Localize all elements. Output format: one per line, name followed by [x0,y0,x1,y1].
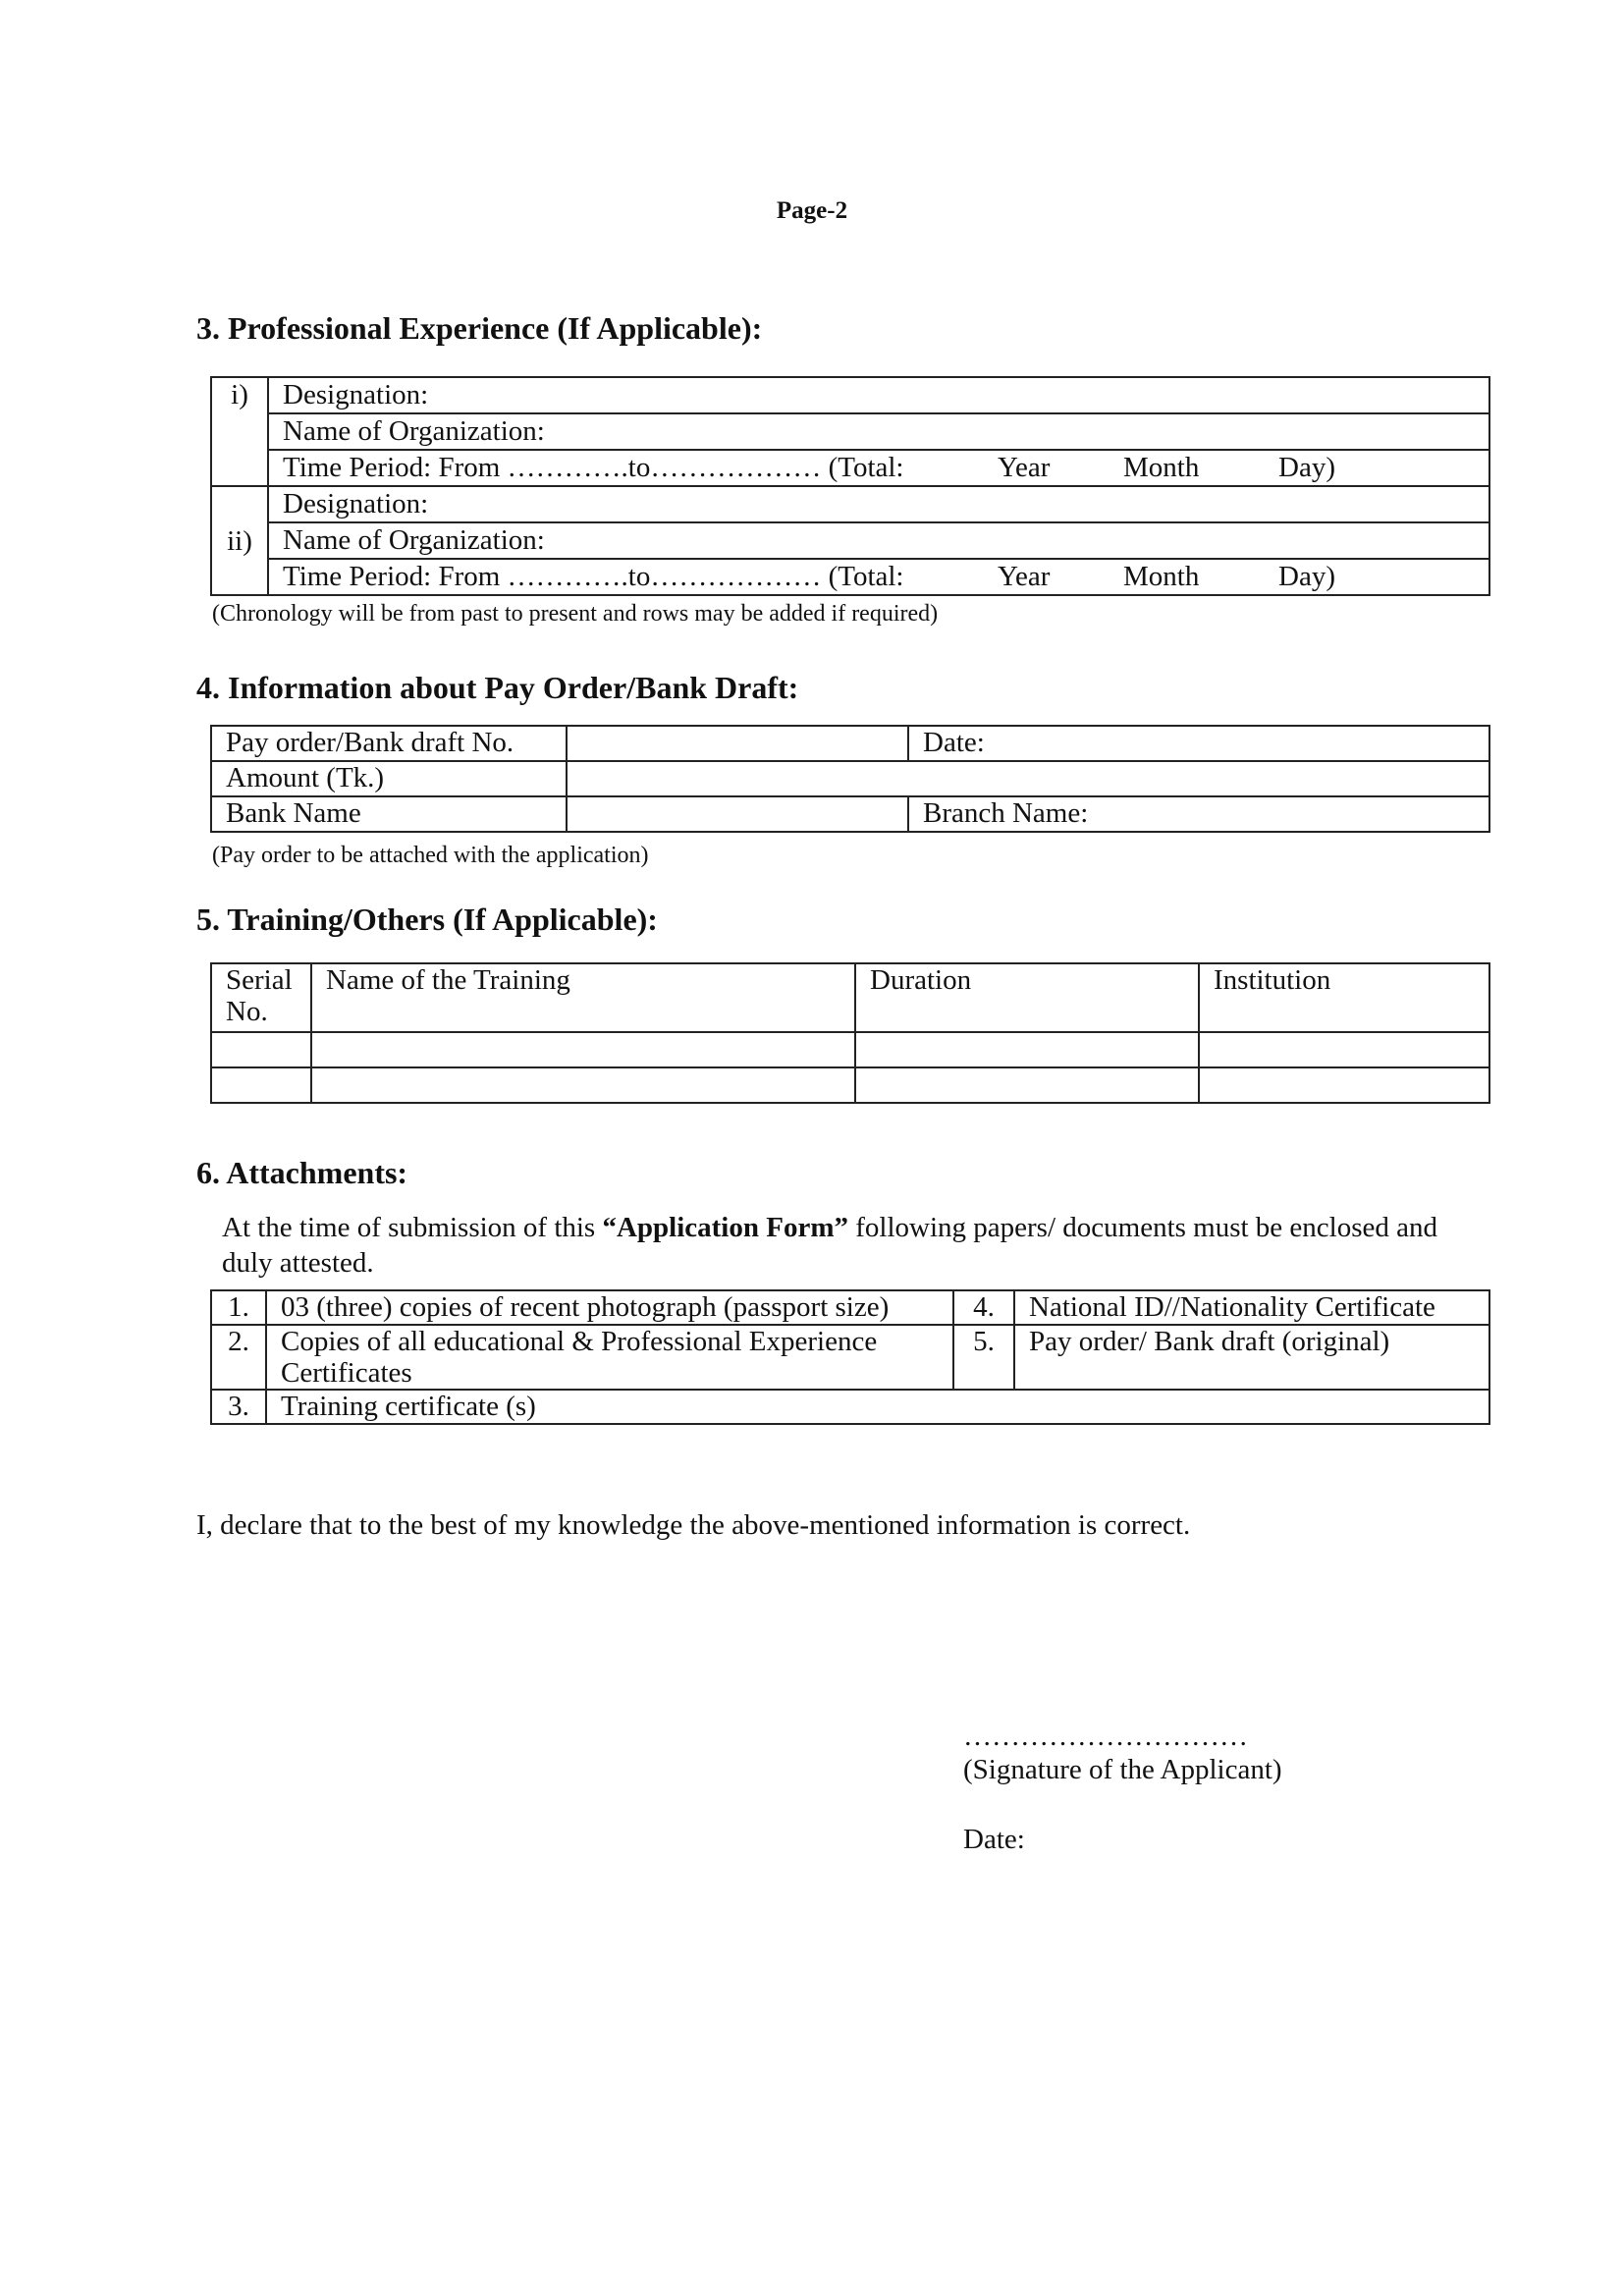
table-row [211,1325,1489,1390]
time-period-label: Time Period: From ………….to……………… (Total: [283,561,904,592]
year-label: Year [998,452,1051,483]
serial-cell[interactable] [211,1067,311,1103]
table-header-row [211,963,1489,1032]
day-label: Day) [1278,452,1335,483]
table-row [211,761,1489,796]
chronology-note: (Chronology will be from past to present and rows may be added if required) [212,601,939,627]
experience-row [211,559,1489,595]
page-number: Page-2 [776,197,848,224]
table-row [211,796,1489,832]
payorder-date-field[interactable]: Date: [908,726,1489,761]
attachment-item: National ID//Nationality Certificate [1014,1290,1489,1325]
table-row [211,1390,1489,1424]
time-period-field[interactable] [268,559,1489,595]
month-label: Month [1123,561,1200,592]
table-row [211,1290,1489,1325]
payorder-no-field[interactable] [567,726,908,761]
payorder-no-label: Pay order/Bank draft No. [211,726,567,761]
experience-row [211,522,1489,559]
item-number: 3. [211,1390,266,1424]
training-table [210,962,1490,1104]
organization-field[interactable]: Name of Organization: [268,413,1489,450]
pay-order-note: (Pay order to be attached with the application) [212,843,649,868]
month-label: Month [1123,452,1200,483]
declaration-text: I, declare that to the best of my knowledge the above-mentioned information is correct. [196,1509,1191,1541]
section-4-heading: 4. Information about Pay Order/Bank Draft: [196,670,799,705]
amount-field[interactable] [567,761,1489,796]
experience-row [211,377,1489,413]
branch-name-field[interactable]: Branch Name: [908,796,1489,832]
item-number: 1. [211,1290,266,1325]
table-row [211,726,1489,761]
attachment-item: Training certificate (s) [266,1390,1489,1424]
experience-row [211,450,1489,486]
attachments-intro [222,1210,1459,1281]
experience-table [210,376,1490,596]
institution-cell[interactable] [1199,1067,1489,1103]
signature-line[interactable]: ………………………… [963,1721,1248,1752]
training-name-cell[interactable] [311,1032,855,1067]
duration-cell[interactable] [855,1067,1199,1103]
column-header: Institution [1199,963,1489,1032]
bank-name-field[interactable] [567,796,908,832]
table-row [211,1032,1489,1067]
time-period-field[interactable] [268,450,1489,486]
duration-cell[interactable] [855,1032,1199,1067]
experience-index: i) [211,377,268,486]
pay-order-table [210,725,1490,833]
section-5-heading: 5. Training/Others (If Applicable): [196,902,658,937]
column-header: Serial No. [211,963,311,1032]
column-header: Duration [855,963,1199,1032]
section-6-heading: 6. Attachments: [196,1155,408,1190]
designation-field[interactable]: Designation: [268,377,1489,413]
attachments-table [210,1289,1490,1425]
signature-label: (Signature of the Applicant) [963,1754,1282,1785]
attachment-item: 03 (three) copies of recent photograph (passport size) [266,1290,953,1325]
year-label: Year [998,561,1051,592]
item-number: 4. [953,1290,1014,1325]
column-header: Name of the Training [311,963,855,1032]
intro-text: following papers/ documents must be enclosed and duly attested. [222,1212,1438,1279]
item-number: 2. [211,1325,266,1390]
training-name-cell[interactable] [311,1067,855,1103]
day-label: Day) [1278,561,1335,592]
institution-cell[interactable] [1199,1032,1489,1067]
experience-row [211,413,1489,450]
attachment-item: Copies of all educational & Professional Experience Certificates [266,1325,953,1390]
intro-bold-text: “Application Form” [602,1212,848,1243]
table-row [211,1067,1489,1103]
section-3-heading: 3. Professional Experience (If Applicable): [196,310,763,346]
experience-row [211,486,1489,522]
experience-index: ii) [211,486,268,595]
serial-cell[interactable] [211,1032,311,1067]
organization-field[interactable]: Name of Organization: [268,522,1489,559]
attachment-item: Pay order/ Bank draft (original) [1014,1325,1489,1390]
amount-label: Amount (Tk.) [211,761,567,796]
signature-date-label: Date: [963,1824,1025,1855]
time-period-label: Time Period: From ………….to……………… (Total: [283,452,904,483]
designation-field[interactable]: Designation: [268,486,1489,522]
bank-name-label: Bank Name [211,796,567,832]
item-number: 5. [953,1325,1014,1390]
intro-text: At the time of submission of this [222,1212,603,1243]
